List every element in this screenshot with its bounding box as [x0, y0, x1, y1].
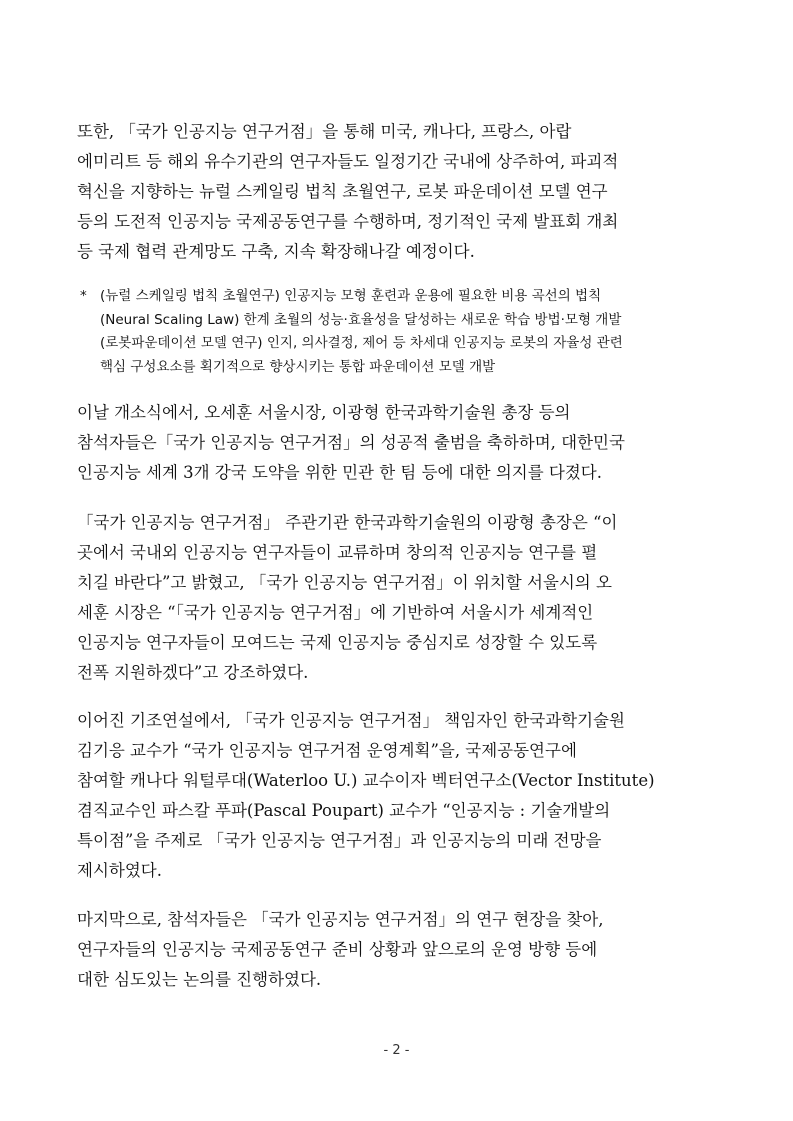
text-line: 대한 심도있는 논의를 진행하였다.: [77, 970, 322, 989]
text-line: 연구자들의 인공지능 국제공동연구 준비 상황과 앞으로의 운영 방향 등에: [77, 940, 598, 959]
text-line: 또한, 「국가 인공지능 연구거점」을 통해 미국, 캐나다, 프랑스, 아랍: [77, 122, 572, 141]
page-number: - 2 -: [383, 1043, 410, 1058]
paragraph-intl-cooperation: [77, 117, 722, 267]
paragraph-closing: [77, 905, 722, 995]
footnote-row: [80, 356, 730, 380]
paragraph-remarks: [77, 508, 722, 688]
text-line: 마지막으로, 참석자들은 「국가 인공지능 연구거점」의 연구 현장을 찾아,: [77, 910, 604, 929]
text-line: 등 국제 협력 관계망도 구축, 지속 확장해나갈 예정이다.: [77, 242, 475, 261]
text-line: 이어진 기조연설에서, 「국가 인공지능 연구거점」 책임자인 한국과학기술원: [77, 711, 625, 730]
text-line: 「국가 인공지능 연구거점」 주관기관 한국과학기술원의 이광형 총장은 “이: [77, 513, 618, 532]
paragraph-opening-ceremony: [77, 398, 722, 488]
footnote-block: [80, 285, 730, 379]
text-line: 전폭 지원하겠다”고 강조하였다.: [77, 663, 309, 682]
footnote-row: [80, 332, 730, 356]
footnote-row: [80, 309, 730, 333]
text-line: 참여할 캐나다 워털루대(Waterloo U.) 교수이자 벡터연구소(Vector Institute): [77, 771, 655, 790]
paragraph-keynote: [77, 706, 722, 886]
text-line: 특이점”을 주제로 「국가 인공지능 연구거점」과 인공지능의 미래 전망을: [77, 831, 602, 850]
text-line: 치길 바란다”고 밝혔고, 「국가 인공지능 연구거점」이 위치할 서울시의 오: [77, 573, 612, 592]
footnote-line: 핵심 구성요소를 획기적으로 향상시키는 통합 파운데이션 모델 개발: [100, 358, 496, 375]
text-line: 곳에서 국내외 인공지능 연구자들이 교류하며 창의적 인공지능 연구를 펼: [77, 543, 598, 562]
text-line: 참석자들은「국가 인공지능 연구거점」의 성공적 출범을 축하하며, 대한민국: [77, 433, 625, 452]
text-line: 혁신을 지향하는 뉴럴 스케일링 법칙 초월연구, 로봇 파운데이션 모델 연구: [77, 182, 608, 201]
text-line: 이날 개소식에서, 오세훈 서울시장, 이광형 한국과학기술원 총장 등의: [77, 403, 571, 422]
text-line: 겸직교수인 파스칼 푸파(Pascal Poupart) 교수가 “인공지능 : 기술개발의: [77, 801, 611, 820]
footnote-line: (로봇파운데이션 모델 연구) 인지, 의사결정, 제어 등 차세대 인공지능 로봇의 자율성 관련: [100, 335, 623, 351]
footnote-line: (Neural Scaling Law) 한계 초월의 성능·효율성을 달성하는 새로운 학습 방법·모형 개발: [100, 311, 622, 328]
text-line: 세훈 시장은 “「국가 인공지능 연구거점」에 기반하여 서울시가 세계적인: [77, 603, 594, 622]
text-line: 김기응 교수가 “국가 인공지능 연구거점 운영계획”을, 국제공동연구에: [77, 741, 577, 760]
text-line: 등의 도전적 인공지능 국제공동연구를 수행하며, 정기적인 국제 발표회 개최: [77, 212, 619, 231]
text-line: 에미리트 등 해외 유수기관의 연구자들도 일정기간 국내에 상주하여, 파괴적: [77, 152, 619, 171]
footnote-line: (뉴럴 스케일링 법칙 초월연구) 인공지능 모형 훈련과 운용에 필요한 비용 곡선의 법칙: [100, 288, 602, 304]
text-line: 인공지능 세계 3개 강국 도약을 위한 민관 한 팀 등에 대한 의지를 다졌다.: [77, 463, 602, 482]
text-line: 제시하였다.: [77, 861, 162, 880]
text-line: 인공지능 연구자들이 모여드는 국제 인공지능 중심지로 성장할 수 있도록: [77, 633, 598, 652]
footnote-row: [80, 285, 730, 309]
footnote-marker: *: [80, 288, 87, 304]
